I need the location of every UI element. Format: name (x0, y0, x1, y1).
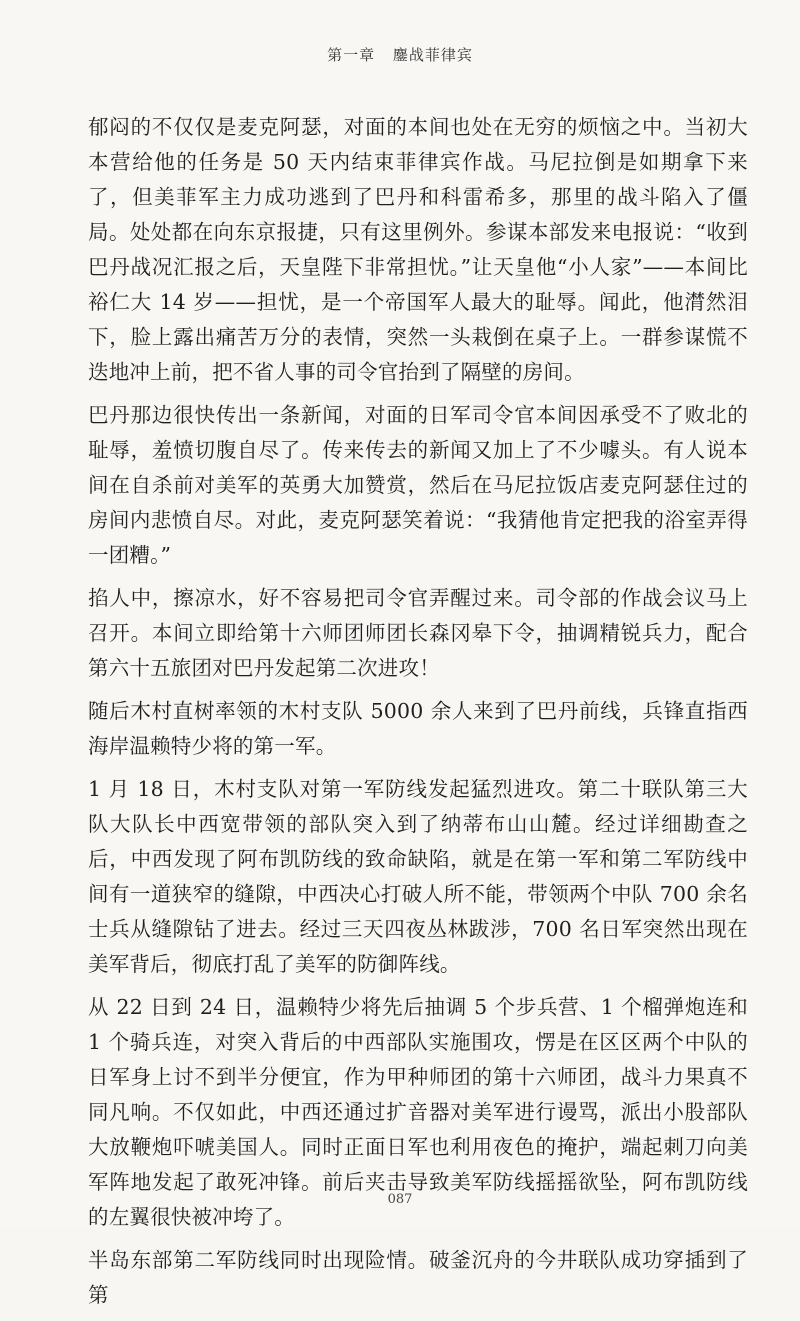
paragraph: 随后木村直树率领的木村支队 5000 余人来到了巴丹前线，兵锋直指西海岸温赖特少将的第一军。 (88, 699, 748, 758)
paragraph: 从 22 日到 24 日，温赖特少将先后抽调 5 个步兵营、1 个榴弹炮连和 1 个骑兵连，对突入背后的中西部队实施围攻，愣是在区区两个中队的日军身上讨不到半分便宜，作为甲种师团的第十六师团，战斗力果真不同凡响。不仅如此，中西还通过扩音器对美军进行谩骂，派出小股部队大放鞭炮吓唬美国人。同时正面日军也利用夜色的掩护，端起刺刀向美军阵地发起了敢死冲锋。前后夹击导致美军防线摇摇欲坠，阿布凯防线的左翼很快被冲垮了。 (88, 995, 748, 1229)
body-text (88, 110, 748, 1321)
paragraph: 郁闷的不仅仅是麦克阿瑟，对面的本间也处在无穷的烦恼之中。当初大本营给他的任务是 50 天内结束菲律宾作战。马尼拉倒是如期拿下来了，但美菲军主力成功逃到了巴丹和科雷希多，那里的战斗陷入了僵局。处处都在向东京报捷，只有这里例外。参谋本部发来电报说：“收到巴丹战况汇报之后，天皇陛下非常担忧。”让天皇他“小人家”——本间比裕仁大 14 岁——担忧，是一个帝国军人最大的耻辱。闻此，他潸然泪下，脸上露出痛苦万分的表情，突然一头栽倒在桌子上。一群参谋慌不迭地冲上前，把不省人事的司令官抬到了隔壁的房间。 (88, 115, 748, 384)
paragraph: 掐人中，擦凉水，好不容易把司令官弄醒过来。司令部的作战会议马上召开。本间立即给第十六师团师团长森冈皋下令，抽调精锐兵力，配合第六十五旅团对巴丹发起第二次进攻！ (88, 586, 748, 680)
paragraph: 巴丹那边很快传出一条新闻，对面的日军司令官本间因承受不了败北的耻辱，羞愤切腹自尽了。传来传去的新闻又加上了不少噱头。有人说本间在自杀前对美军的英勇大加赞赏，然后在马尼拉饭店麦克阿瑟住过的房间内悲愤自尽。对此，麦克阿瑟笑着说：“我猜他肯定把我的浴室弄得一团糟。” (88, 403, 748, 567)
chapter-label: 第一章 (327, 46, 376, 64)
page-number: 087 (387, 1192, 413, 1207)
chapter-title: 鏖战菲律宾 (392, 46, 473, 64)
running-header (0, 44, 800, 65)
paragraph: 1 月 18 日，木村支队对第一军防线发起猛烈进攻。第二十联队第三大队大队长中西宽带领的部队突入到了纳蒂布山山麓。经过详细勘查之后，中西发现了阿布凯防线的致命缺陷，就是在第一军和第二军防线中间有一道狭窄的缝隙，中西决心打破人所不能，带领两个中队 700 余名士兵从缝隙钻了进去。经过三天四夜丛林跋涉，700 名日军突然出现在美军背后，彻底打乱了美军的防御阵线。 (88, 777, 748, 976)
paragraph: 半岛东部第二军防线同时出现险情。破釜沉舟的今井联队成功穿插到了第 (88, 1248, 748, 1307)
